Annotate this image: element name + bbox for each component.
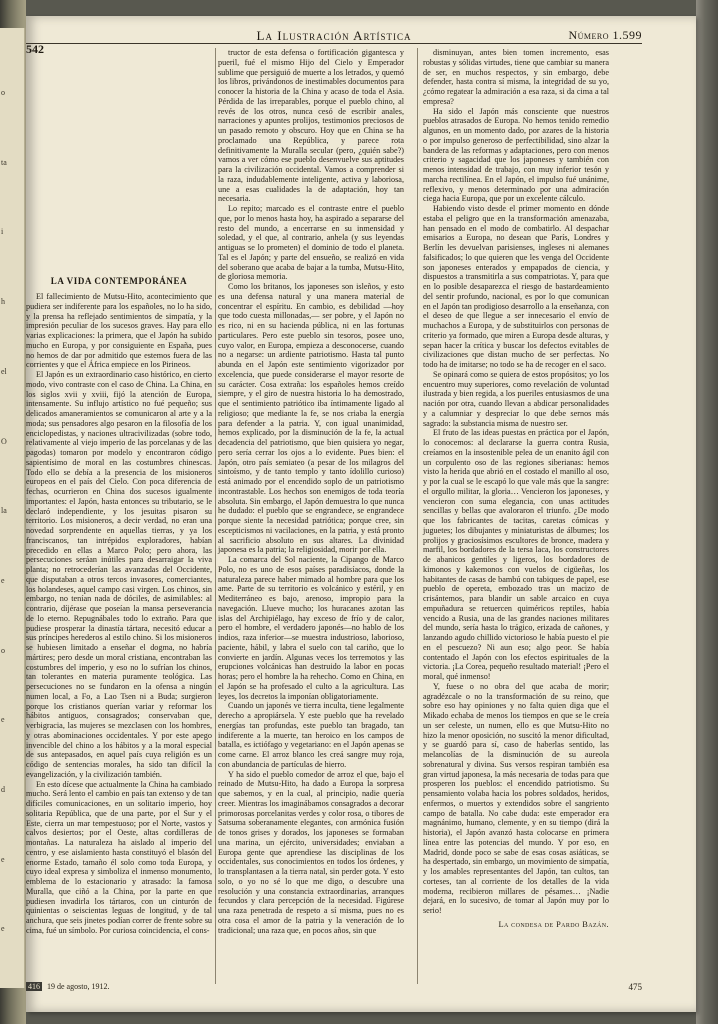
text-column-3 — [423, 48, 609, 930]
previous-page-edge — [0, 28, 25, 988]
column-divider — [215, 48, 216, 984]
header-rule — [26, 43, 642, 44]
page-header — [26, 24, 642, 56]
author-signature: La condesa de Pardo Bazán. — [498, 919, 609, 929]
footer-page-number: 475 — [628, 982, 642, 992]
page-number: 542 — [26, 42, 44, 56]
footer-date: 19 de agosto, 1912. — [47, 982, 110, 991]
paragraph: El fallecimiento de Mutsu-Hito, acontecimiento que pudiera ser indiferente para los españoles, no lo ha sido, y la prensa ha reflejado sentimientos de simpatía, y la impresión peculiar de los sucesos graves. Hay para ello varias explicaciones: la primera, que el Japón ha subido mucho en Europa, y por consiguiente en España, pues no hemos de dar por admitido que estemos fuera de las corrientes y que el África empiece en los Pirineos. — [26, 292, 212, 370]
page-shadow-right — [696, 0, 718, 1024]
paragraph: Ha sido el Japón más consciente que nuestros pueblos atrasados de Europa. No hemos tenido remedio algunos, en un momento dado, por azares de la historia o por impulso generoso de perfectibilidad, sino alzar la bandera de las reformas y adaptaciones, pero con menos criterio y sagacidad que los japoneses y también con menos intensidad de trabajo, con muy inferior tesón y marcha rectilínea. En el Japón, el impulso fué unánime, reflexivo, y menos determinado por una admiración ciega hacia Europa, que por un excelente cálculo. — [423, 106, 609, 204]
previous-page-text-fragment: el — [1, 366, 7, 376]
previous-page-text-fragment: d — [1, 785, 5, 795]
paragraph: Como los britanos, los japoneses son isleños, y esto es una defensa natural y una manera material de concentrar el espíritu. En cambio, es debilidad —hoy que todo cuesta millonadas,— ser pobre, y el Japón no es rico, ni en su hacienda pública, ni en las fortunas particulares. Pero este pueblo sin tesoros, posee uno, cuyo valor, en Europa, empieza a desconocerse, cuando no a negarse: un ardiente patriotismo. Hasta tal punto abunda en el Japón este sentimiento vigorizador por excelencia, que puede considerarse el mayor resorte de su carácter. Cosa extraña: los españoles hemos creído siempre, y el giro de nuestra historia lo ha demostrado, que el sentimiento patriótico iba íntimamente ligado al religioso; que mediante la fe, se nos criaba la energía para defender a la patria. Y, con igual unanimidad, hemos explicado, por la disminución de la fe, la actual decadencia del patriotismo, que bien quisiera yo negar, pero sería cerrar los ojos a lo evidente. Pues bien: el Japón, otro país semiateo (a pesar de los milagros del sintoísmo, y de tanto templo y tanto ídolillo curioso) está animado por el encendido soplo de un patriotismo incontrastable. Los hechos son enemigos de toda teoría absoluta. Sin embargo, el Japón demuestra lo que nunca he dudado: el pueblo que se engrandece, se engrandece porque siente la necesidad patriótica; porque cree, sin escepticismos ni vacilaciones, en la patria, y está pronto al sacrificio absoluto en sus altares. La divinidad japonesa es la patria; la religiosidad, morir por ella. — [218, 282, 404, 555]
previous-page-text-fragment: i — [1, 227, 4, 237]
previous-page-text-fragment: o — [1, 645, 5, 655]
previous-page-text-fragment: o — [1, 88, 5, 97]
paragraph: Lo repito; marcado es el contraste entre el pueblo que, por lo menos hasta hoy, ha aspirado a separarse del resto del mundo, a encerrarse en su inmensidad y soledad, y el que, al contrario, anhela (y sus leyendas antiguas se lo prometen) el dominio de todo el planeta. Tal es el Japón; y parte del ensueño, se realizó en vida del soberano que acaba de bajar a la tumba, Mutsu-Hito, de gloriosa memoria. — [218, 204, 404, 282]
paragraph: En esto dícese que actualmente la China ha cambiado mucho. Será lento el cambio en país tan extenso y de tan difíciles comunicaciones, en un solitario imperio, hoy solitaria República, que de una parte, por el Sur y el Este, cierra un mar tempestuoso; por el Norte, vastos y calvos desiertos; por el Oeste, altas cordilleras de montañas. La naturaleza ha aislado al imperio del centro, y ese aislamiento hasta constituyó el blasón del enorme Estado, tamaño él solo como toda Europa, y cuyo ideal expresa y simboliza el inmenso monumento, emblema de lo estacionario y atrasado: la famosa Muralla, que ciñó a la China, por la parte en que pudiesen invadirla los tártaros, con un cinturón de quinientas o seiscientas leguas de longitud, y de tal anchura, que seis jinetes podían correr de frente sobre su cima, fué un símbolo. Por curiosa coincidencia, el cons- — [26, 779, 212, 935]
footer-page-box: 416 — [28, 982, 40, 991]
paragraph: El fruto de las ideas puestas en práctica por el Japón, lo conocemos: al declararse la guerra contra Rusia, creíamos en la insostenible pelea de un enanito ágil con un corpulento oso de las regiones siberianas: hemos visto la herida que abrió en el costado el manillo al oso, y por la cual se le escapó lo que vale más que la sangre: el orgullo militar, la gloria… Vencieron los japoneses, y vencieron con suma elegancia, con unas actitudes sencillas y bellas que avaloraron el triunfo. ¿De modo que los fabricantes de tacitas, caretas cómicas y juguetes; los dibujantes y miniaturistas de álbumes; los prolijos y graciosísimos escultores de bronce, madera y marfil, los bordadores de la tersa laca, los constructores de abanicos gentiles y ligeros, los bordadores de kimonos y kakemonos con vuelos de cigüeñas, los habitantes de casas de bambú con tabiques de papel, ese pueblo de opereta, embozado tras un macizo de crisántemos, para blandir un sable arcaico en cuya empuñadura se retuercen quiméricos reptiles, había vencido a Rusia, una de las grandes naciones militares del mundo, sería hasta lo trágico, erizada de cañones, y lanzando agudo chillido victorioso le había puesto el pie en el pescuezo? Ni aun eso; algo peor. Se había contentado el Japón con los efectos espirituales de la victoria. ¡La Corea, pequeño resultado material! ¡Pero el moral, qué inmenso! — [423, 428, 609, 681]
paragraph: La comarca del Sol naciente, la Cipango de Marco Polo, no es uno de esos países paradisíacos, donde la naturaleza parece haber mimado al hombre para que los ame. Parte de su territorio es volcánico y estéril, y en Mediterráneo es bajo, arenoso, impropio para la navegación. Llueve mucho; los huracanes azotan las islas del Archipiélago, hay exceso de frío y de calor, pero el hombre, el verdadero japonés—no hablo de los indios, raza inferior—se muestra industrioso, laborioso, paciente, hábil, y labra el suelo con tal cariño, que lo convierte en jardín. Algunas veces los terremotos y las erupciones volcánicas han destruido la labor en pocas horas; pero el hombre la ha rehecho. Como en China, en el Japón se ha profesado el culto a la agricultura. Las leyes, los decretos la imponían obligatoriamente. — [218, 555, 404, 701]
previous-page-text-fragment: h — [1, 297, 5, 307]
previous-page-text-fragment: e — [1, 924, 5, 934]
paragraph: disminuyan, antes bien tomen incremento, esas robustas y sólidas virtudes, tiene que cambiar su manera de ser, en muchos respectos, y sin embargo, debe defender, hasta contra sí misma, la integridad de su yo, ¿cómo regatear la admiración a esa raza, si da cima a tal empresa? — [423, 48, 609, 106]
previous-page-text-fragment: e — [1, 854, 5, 864]
text-column-2 — [218, 48, 404, 935]
paragraph: Y ha sido el pueblo comedor de arroz el que, bajo el reinado de Mutsu-Hito, ha dado a Europa la sorpresa que sabemos, y en la cual, al principio, nadie quería creer. Mientras los imaginábamos consagrados a decorar primorosas porcelanitas verdes y color rosa, o tibores de Satsuma soberanamente elegantes, con armónica fusión de tonos grises y dorados, los japoneses se formaban una marina, un ejército, universidades; enviaban a Europa gente que aprendiese las disciplinas de los occidentales, sus conocimientos en todos los órdenes, y lo transplantasen a la tierra natal, sin perder gota. Y esto solo, o yo no sé lo que me digo, o descubre una resolución y una constancia extraordinarias, arranques fecundos y clara percepción de la necesidad. Figúrese una raza penetrada de respeto a sí misma, pues no es otra cosa el amor de la patria y la veneración de lo tradicional; una raza que, en pocos años, sin que — [218, 769, 404, 935]
paragraph: El Japón es un extraordinario caso histórico, en cierto modo, vivo contraste con el caso de China. La China, en los siglos xvii y xviii, fijó la atención de Europa, intensamente. Su influjo artístico no fué pequeño; sus delicados amaneramientos se comunicaron al arte y a la moda; sus pensadores algo pesaron en la filosofía de los enciclopedistas, y naciones ultracivilizadas (sobre todo, relativamente al viejo imperio de las porcelanas y de las pagodas) tomaron por modelo y encontraron código sapientísimo de moral en las costumbres chinescas. Todo ello se debía a la presencia de los misioneros europeos en el país del Cielo. Con poca diferencia de fechas, ocurrieron en China dos sucesos igualmente importantes: el Japón, hasta entonces su tributario, se le declaró independiente, y los jesuitas pisaron su territorio. Los misioneros, a decir verdad, no eran una novedad sorprendente en aquellas tierras, y ya los franciscanos, tan intrépidos exploradores, habían precedido en ellas a Marco Polo; pero ahora, las persecuciones seráan inútiles para desarraigar la viva planta; no retrocederían las avanzadas del Occidente, que disputaban a otros tercos invasores, comerciantes, los holandeses, aquel campo casi virgen. Los chinos, sin embargo, no tenían nada de dóciles, de asimilables: al contrario, díjérase que poseían la mansa perseverancia de lo eterno. Repugnábales todo lo extraño. Para que pudiese prosperar la dinastía tártara, necesitó educar a sus príncipes herederos al estilo chino. Si los misioneros se hubiesen limitado a enseñar el dogma, no habría mártires; pero desde un moral cristiana, encontraban las costumbres del imperio, y eso no lo sufrían los chinos, tan tolerantes en materia puramente teológica. Las persecuciones no se fundaron en la ofensa a ningún numen local, a Fo, a Lao Tsen ni a Buda; surgieron porque los cristianos querían variar y reformar los hábitos antiguos, consagrados; conservaban que, verbigracia, las mujeres se mezclasen con los hombres, y otras abominaciones occidentales. Y por este apego invencible del chino a los hábitos y a la moral especial de sus antepasados, en aquel país cuya religión es un código de sentencias morales, ha sido tan difícil la evangelización, y la civilización también. — [26, 370, 212, 779]
paragraph: tructor de esta defensa o fortificación gigantesca y pueril, fué el mismo Hijo del Cielo y Emperador sublime que persiguió de muerte a los letrados, y quemó los libros, privándonos de inestimables documentos para conocer la historia de la China y acaso de toda el Asia. Pérdida de las irreparables, porque el pueblo chino, al revés de los otros, nunca cesó de escribir anales, narraciones y apuntes prolijos, testimonios preciosos de un pasado remoto y obscuro. Hoy que en China se ha proclamado una República, y parece rota definitivamente la Muralla secular (pero, ¿quién sabe?) vamos a ver cómo ese pueblo desenvuelve sus aptitudes para la civilización occidental. Vamos a comprender si la raza, indudablemente inteligente, activa y laboriosa, une a esas cualidades la de adaptación, hoy tan necesaria. — [218, 48, 404, 204]
section-title: LA VIDA CONTEMPORÁNEA — [50, 276, 188, 286]
page-footer — [26, 982, 642, 996]
previous-page-text-fragment: ta — [1, 157, 7, 167]
paragraph: Y, fuese o no obra del que acaba de morir; agradézcale o no la transformación de su reino, que sobre eso hay opiniones y no falta quien diga que el Mikado echaba de menos los tiempos en que se le creía un ser celeste, un numen, ello es que Mutsu-Hito no hizo la menor oposición, no suscitó la menor dificultad, y se guardó para sí, caso de haberlas sentido, las melancolías de la disminución de su aureola sobrenatural y divina. Sus versos respiran también esa gran virtud japonesa, la más necesaria de todas para que prosperen los pueblos: el encendido patriotismo. Su pensamiento volaba hacia los pobres soldados, heridos, enfermos, o muertos y extendidos sobre el sangriento campo de batalla. No cabe duda: este emperador era magnánimo, humano, clemente, y en su tiempo (dirá la historia), el Japón avanzó hasta colocarse en primera línea entre las potencias del mundo. Y por eso, en Madrid, donde poco se sabe de esas cosas asiáticas, se ha despertado, sin embargo, un movimiento de simpatía, y los amables representantes del Japón, tan cultos, tan corteses, tan al corriente de los detalles de la vida moderna, recibieron millares de pésames… ¡Nadie dejará, en lo sucesivo, de tomar al Japón muy por lo serio! — [423, 681, 609, 915]
previous-page-text-fragment: O — [1, 436, 7, 446]
text-column-1 — [26, 292, 212, 936]
paragraph: Habiendo visto desde el primer momento en dónde estaba el peligro que en la transformación amenazaba, han pensado en el modo de combatirlo. Al despachar emisarios a Europa, no desean que París, Londres y Berlín les devuelvan parisienses, ingleses ni alemanes falsificados; lo que quieren que les venga del Occidente son japoneses enterados y empapados de ciencia, y dispuestos a transmitirla a sus compatriotas. Y, para que en lo posible desaparezca el riesgo de bastardeamiento del sentir profundo, nacional, es por lo que comunican en el Japón tan prodigioso desarrollo a la enseñanza, con el deseo de que llegue a ser innecesario el envío de muchachos a Europa, y de substituirlos con personas de criterio ya formado, que miren a Europa desde alturas, y sepan hacer la crítica y buscar los defectos evitables de civilizaciones que distan mucho de ser perfectas. No todo ha de imitarse; no todo se ha de recoger en el saco. — [423, 204, 609, 369]
paragraph: Se opinará como se quiera de estos propósitos; yo los encuentro muy superiores, como revelación de voluntad ilustrada y bien regida, a los pueriles entusiasmos de una nación por otra, cuando llevan a abdicar personalidades y a calumniar y despreciar lo que debe sernos más sagrado: la substancia misma de nuestro ser. — [423, 369, 609, 428]
column-divider — [417, 48, 418, 984]
previous-page-text-fragment: la — [1, 506, 7, 516]
issue-number: Número 1.599 — [568, 28, 642, 42]
magazine-title: La Ilustración Artística — [256, 28, 412, 43]
previous-page-text-fragment: e — [1, 715, 5, 725]
previous-page-text-fragment: e — [1, 575, 5, 585]
paragraph: Cuando un japonés ve tierra inculta, tiene legalmente derecho a apropiársela. Y este pueblo que ha revelado energías tan profundas, este pueblo tan bragado, tan indiferente a la muerte, tan heroico en los campos de batalla, es ictiófago y vegetariano: en el Japón apenas se come carne. El arroz blanco les creá sangre muy roja, con abundancia de partículas de hierro. — [218, 701, 404, 769]
